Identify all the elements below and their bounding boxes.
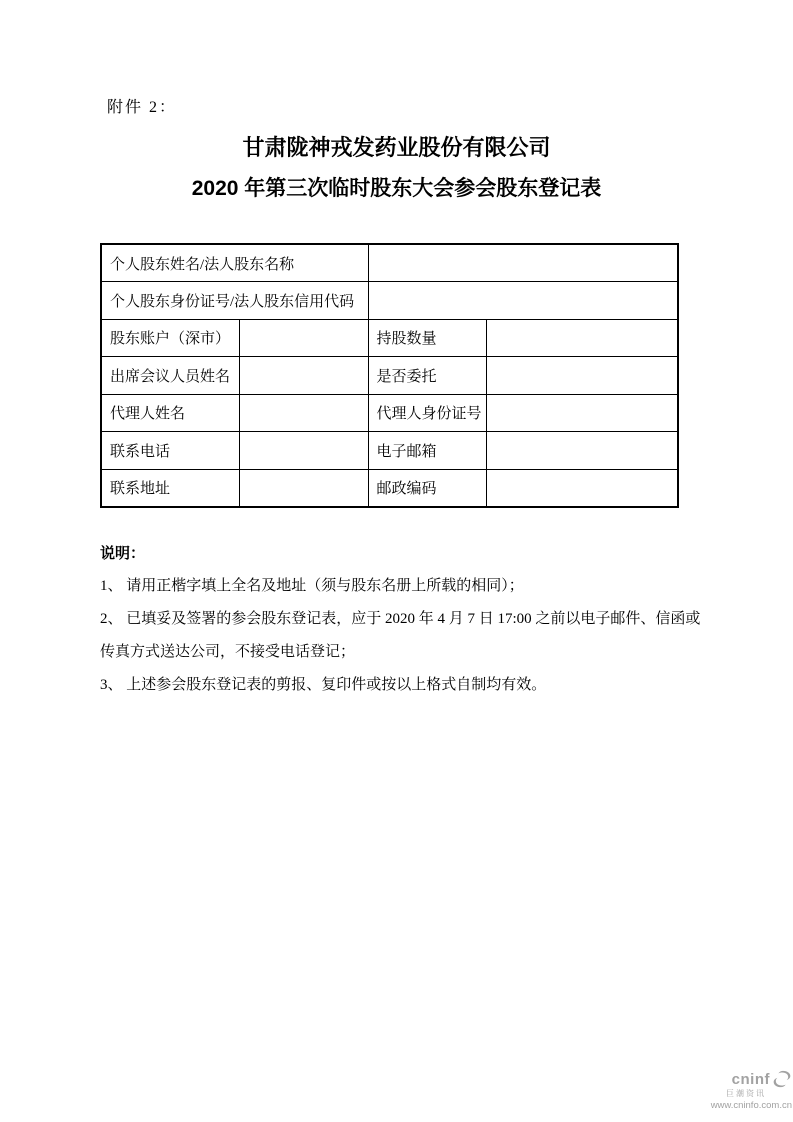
label-contact-phone: 联系电话: [101, 432, 239, 470]
label-proxy-id: 代理人身份证号: [368, 394, 486, 432]
value-proxy-id: [486, 394, 678, 432]
notes-heading: 说明：: [100, 545, 146, 562]
cninfo-chinese-name: 巨潮资讯: [726, 1089, 766, 1098]
cninfo-brand-text: cninf: [731, 1070, 770, 1088]
label-shareholder-id: 个人股东身份证号/法人股东信用代码: [101, 282, 368, 320]
value-is-entrusted: [486, 357, 678, 395]
label-is-entrusted: 是否委托: [368, 357, 486, 395]
value-shareholder-account: [239, 319, 368, 357]
row-attendee-proxy: [101, 357, 678, 395]
row-shareholder-name: [101, 244, 678, 282]
value-postal-code: [486, 469, 678, 507]
meeting-title: 2020 年第三次临时股东大会参会股东登记表: [191, 177, 602, 200]
note-item-2-line-2: 传真方式送达公司，不接受电话登记；: [100, 644, 356, 660]
attachment-label: 附件 2：: [107, 99, 178, 116]
company-title: 甘肃陇神戎发药业股份有限公司: [242, 135, 551, 160]
cninfo-swirl-icon: [772, 1069, 792, 1089]
cninfo-watermark: [700, 1069, 792, 1111]
note-item-2-line-1: 2、 已填妥及签署的参会股东登记表，应于 2020 年 4 月 7 日 17:00 之前以电子邮件、信函或: [100, 611, 701, 627]
label-postal-code: 邮政编码: [368, 469, 486, 507]
cninfo-url: www.cninfo.com.cn: [710, 1100, 792, 1111]
row-account-shares: [101, 319, 678, 357]
row-address-postcode: [101, 469, 678, 507]
label-shareholder-account: 股东账户（深市）: [101, 319, 239, 357]
value-contact-address: [239, 469, 368, 507]
row-shareholder-id: [101, 282, 678, 320]
label-contact-address: 联系地址: [101, 469, 239, 507]
label-attendee-name: 出席会议人员姓名: [101, 357, 239, 395]
value-shareholder-id: [368, 282, 678, 320]
label-shareholder-name: 个人股东姓名/法人股东名称: [101, 244, 368, 282]
value-shareholder-name: [368, 244, 678, 282]
registration-table: [100, 243, 679, 508]
note-item-1: 1、 请用正楷字填上全名及地址（须与股东名册上所载的相同）；: [100, 578, 524, 594]
row-phone-email: [101, 432, 678, 470]
notes-section: [100, 537, 712, 702]
label-proxy-name: 代理人姓名: [101, 394, 239, 432]
value-proxy-name: [239, 394, 368, 432]
value-attendee-name: [239, 357, 368, 395]
cninfo-logo-row: [700, 1069, 792, 1089]
note-item-3: 3、 上述参会股东登记表的剪报、复印件或按以上格式自制均有效。: [100, 677, 547, 693]
value-shares-held: [486, 319, 678, 357]
value-contact-phone: [239, 432, 368, 470]
row-proxy-info: [101, 394, 678, 432]
label-email: 电子邮箱: [368, 432, 486, 470]
label-shares-held: 持股数量: [368, 319, 486, 357]
value-email: [486, 432, 678, 470]
